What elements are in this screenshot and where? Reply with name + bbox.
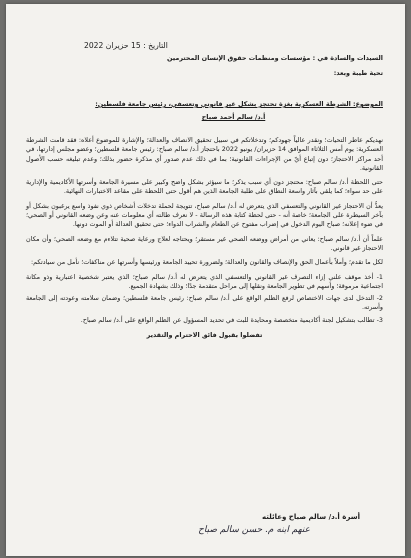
recipient-line: السيدات والسادة في : مؤسسات ومنظمات حقوق الإنسان المحترمين	[167, 54, 383, 62]
handwritten-signature: عنهم ابنه م. حسن سالم صباح	[198, 525, 310, 535]
body-text	[26, 136, 383, 345]
paragraph-4: علماً أن أ.د/ سالم صباح: يعاني من أمراض ووضعه الصحي غير مستقر؛ ويحتاجه لعلاج ورعاية صحية تتلاءم مع وضعه الصحي؛ وأن مكان الاحتجاز غير قانوني.	[26, 234, 383, 252]
list-item: 2- التدخل لدى جهات الاختصاص لرفع الظلم الواقع على أ.د/ سالم صباح: رئيس جامعة فلسطين؛ وضمان سلامته وعودته إلى الجامعة وأسرته.	[26, 294, 383, 312]
list-item: 1- أخذ موقف علني إزاء التصرف غير القانوني والتعسفي الذي يتعرض له أ.د/ سالم صباح؛ الذي يعتبر شخصية اعتبارية وذو مكانة اجتماعية مرموقة؛ وأسهم في تطوير الجامعة ونقلها إلى مراحل متقدمة جدًا؛ وذلك بشهادة الجميع.	[26, 272, 383, 290]
paragraph-3: يعدُّ أن الاحتجاز غير القانوني والتعسفي الذي يتعرض له أ.د/ سالم صباح، تتويجة لحملة تدخلات أشخاص ذوي نفوذ واسع يرغبون بشكل أو بآخر السيطرة على الجامعة؛ خاصة أنه - حتى لحظة كتابة هذه الرسالة - لا نعرف طالته أي معلومات عنه وعن وضعه القانوني أو الصحي؛ في ضوء إعلانه؛ صباح اليوم الدخول في إضراب مفتوح عن الطعام والشراب الدواء؛ حتى تحقيق العدالة أو الموت دونها.	[26, 201, 383, 229]
family-line: أسرة أ.د/ سالم صباح وعائلته	[262, 513, 360, 521]
subject-person-name: أ.د/ سالم أحمد صباح	[201, 113, 266, 122]
paragraph-2: حتى اللحظة أ.د/ سالم صباح: محتجز دون أي سبب يذكر؛ ما سيؤثر بشكل واضح وكبير على مسيرة الجامعة وأسرتها الأكاديمية والإدارية على حد سواء؛ كما يلقي بآثار واسعة النطاق على طلبة الجامعة الذين هم أقول حتى اللحظة على مقاعد الاختبارات النهائية.	[26, 178, 383, 196]
list-item: 3- تطالب بتشكيل لجنة أكاديمية متخصصة ومحايدة للبت في تحديد المسؤول عن الظلم الواقع على أ.د/ سالم صباح.	[80, 315, 383, 324]
subject-line: الموضوع: الشرطة العسكرية بغزة تحتجز بشكل غير قانوني وتعسفي، رئيس جامعة فلسطين:	[95, 100, 383, 108]
letter-page	[6, 4, 405, 556]
letter-date: التاريخ : 15 حزيران 2022	[84, 41, 168, 50]
demands-list	[26, 273, 383, 325]
subject-block	[24, 100, 383, 123]
paragraph-1: نهديكم عاطر التحيات؛ ونقدر عالياً جهودكم؛ وتدخلاتكم في سبيل تحقيق الانصاف والعدالة؛ والإشارة للموضوع أعلاه: فقد قامت الشرطة العسكرية: يوم أمس الثلاثاء الموافق 14 حزيران/ يونيو 2022 باحتجاز أ.د/ سالم صباح: رئيس جامعة فلسطين؛ وعضو مجلس إدارتها، في أحد مراكز الاحتجاز؛ دون إتباع أيّ من الإجراءات القانونية؛ بما في ذلك عدم صدور أي مذكرة حضور بذلك؛ وعدم تبليغه حسب الأصول القانونية.	[26, 136, 383, 172]
header-block	[26, 54, 383, 84]
paragraph-5: لكل ما تقدم؛ وأملاً بأعمال الحق والإنصاف والقانون والعدالة؛ ولضرورة تحييد الجامعة ورئيسها وأسرتها عن مناكفات؛ نأمل من سيادتكم:	[31, 258, 383, 267]
greeting-line: تحية طيبة وبعد:	[333, 69, 383, 78]
closing-line: تفضلوا بقبول فائق الاحترام والتقدير	[146, 331, 263, 340]
